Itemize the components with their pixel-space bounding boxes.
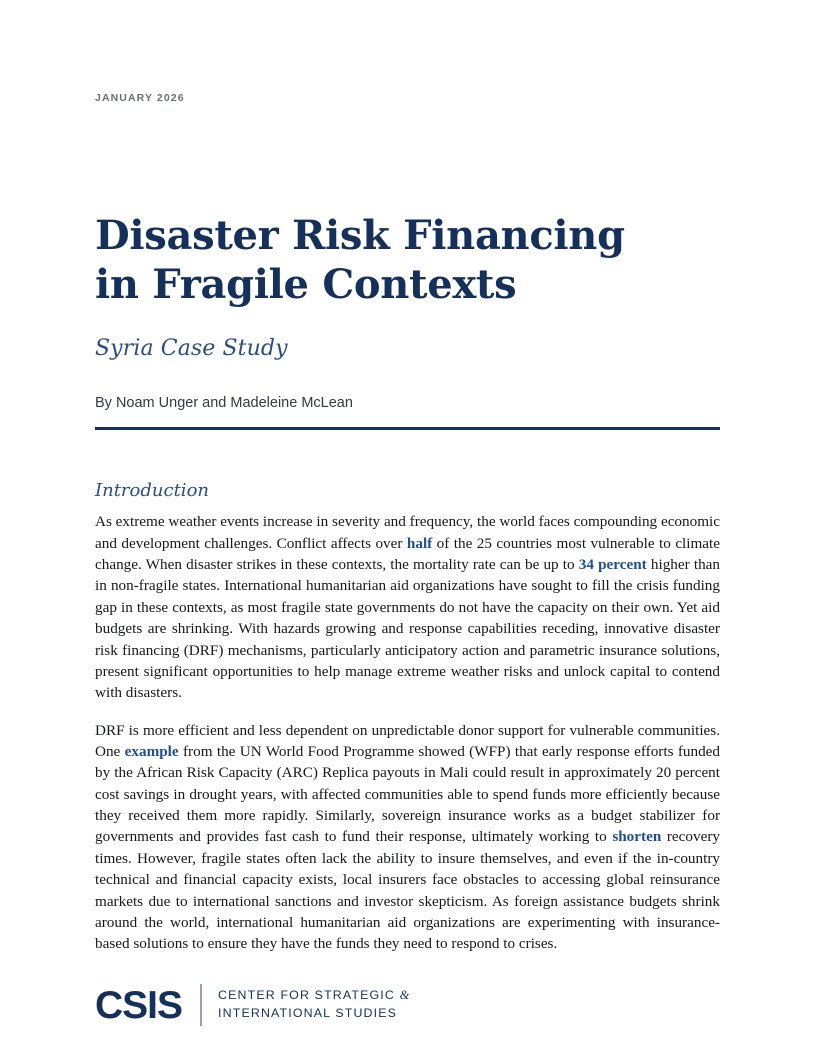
page-title <box>95 212 720 310</box>
link-example[interactable]: example <box>124 742 179 760</box>
paragraph-2-part-2: from the UN World Food Programme showed (WFP) that early response efforts funded by the African Risk Capacity (ARC) Replica payouts in Mali could result in approximately 20 percent cost savings in drought years, with affected communities able to spend funds more efficiently because they received them more rapidly. Similarly, sovereign insurance works as a budget stabilizer for governments and provides fast cash to fund their response, ultimately working to <box>95 742 721 846</box>
organization-name-line-1 <box>218 987 410 1005</box>
paragraph-1-part-3: higher than in non-fragile states. International humanitarian aid organizations have sought to fill the crisis funding gap in these contexts, as most fragile state governments do not have the capacity on their own. Yet aid budgets are shrinking. With hazards growing and response capabilities receding, innovative disaster risk financing (DRF) mechanisms, particularly anticipatory action and parametric insurance solutions, present significant opportunities to help manage extreme weather risks and unlock capital to contend with disasters. <box>95 556 720 702</box>
link-shorten[interactable]: shorten <box>612 828 662 846</box>
link-34-percent[interactable]: 34 percent <box>578 556 647 574</box>
paragraph-2-part-3: recovery times. However, fragile states often lack the ability to insure themselves, and even if the in-country technical and financial capacity exists, local insurers face obstacles to accessing global reinsurance markets due to international sanctions and investor skepticism. As foreign assistance budgets shrink around the world, international humanitarian aid organizations are experimenting with insurance-based solutions to ensure they have the funds they need to respond to crises. <box>95 828 720 953</box>
footer-logo <box>95 984 410 1026</box>
organization-name <box>218 987 410 1022</box>
paragraph-1-part-2: of the 25 countries most vulnerable to climate change. When disaster strikes in these contexts, the mortality rate can be up to <box>95 534 721 574</box>
document-content <box>95 0 720 955</box>
paragraph-1 <box>95 511 720 703</box>
paragraph-1-part-1: As extreme weather events increase in severity and frequency, the world faces compounding economic and development challenges. Conflict affects over <box>95 513 720 552</box>
link-half[interactable]: half <box>406 534 433 552</box>
organization-name-line-2: INTERNATIONAL STUDIES <box>218 1006 398 1020</box>
paragraph-2-part-1: DRF is more efficient and less dependent on unpredictable donor support for vulnerable communities. One <box>95 721 720 760</box>
title-line-1: Disaster Risk Financing <box>95 212 625 259</box>
paragraph-2 <box>95 720 720 955</box>
ampersand: & <box>399 988 411 1003</box>
section-heading-introduction: Introduction <box>95 480 209 502</box>
publication-date: JANUARY 2026 <box>95 92 185 104</box>
header-divider <box>95 427 720 430</box>
csis-logo-text: CSIS <box>95 983 183 1027</box>
title-line-2: in Fragile Contexts <box>95 260 517 308</box>
page-subtitle: Syria Case Study <box>95 336 288 362</box>
byline: By Noam Unger and Madeleine McLean <box>95 395 353 412</box>
org-line-1-text: CENTER FOR STRATEGIC <box>218 988 395 1003</box>
logo-divider <box>200 984 202 1026</box>
